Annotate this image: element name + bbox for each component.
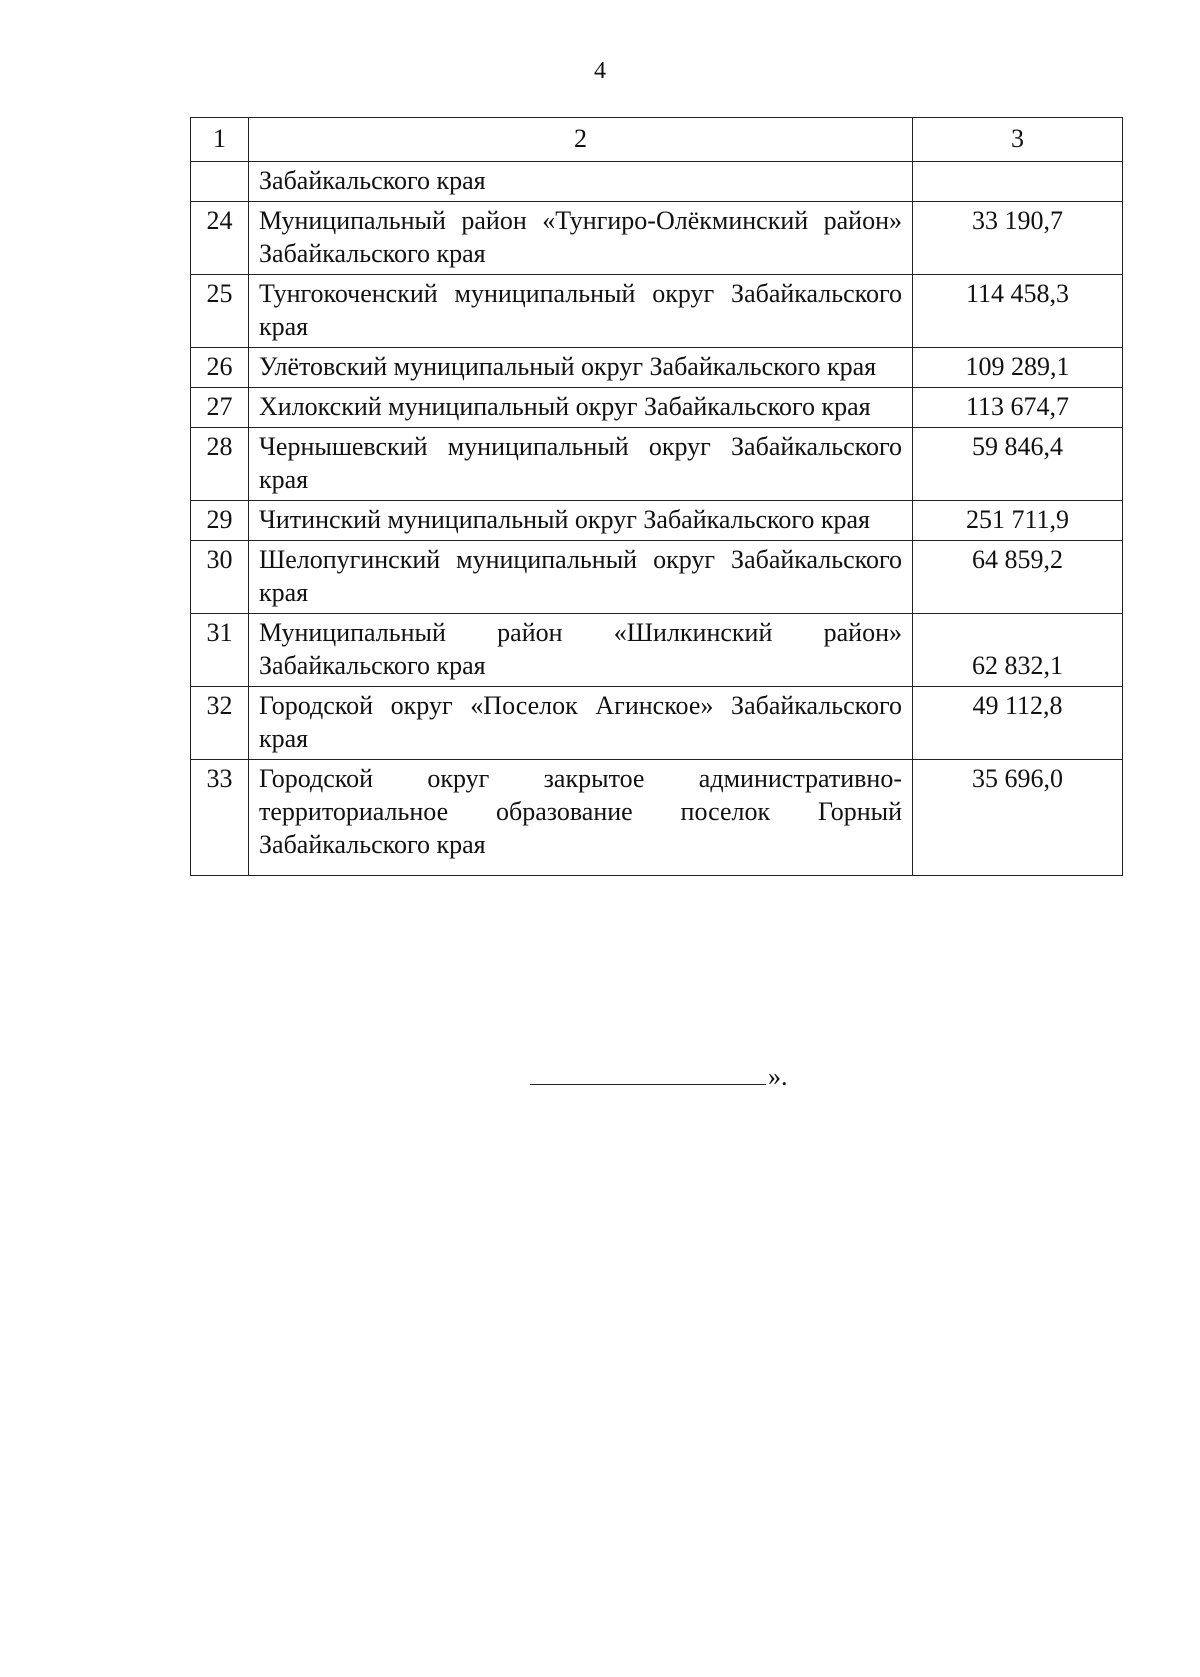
- row-value: 64 859,2: [913, 541, 1123, 614]
- row-value: 59 846,4: [913, 428, 1123, 501]
- column-header-1: 1: [191, 118, 249, 162]
- row-name: Шелопугинский муниципальный округ Забайкальского края: [249, 541, 913, 614]
- row-number: 25: [191, 275, 249, 348]
- table-row: [191, 275, 1123, 348]
- table-row: [191, 501, 1123, 541]
- closing-rule: [530, 1062, 766, 1085]
- table-row-continuation: [191, 162, 1123, 202]
- row-name: Чернышевский муниципальный округ Забайкальского края: [249, 428, 913, 501]
- row-number: 29: [191, 501, 249, 541]
- row-name: Улётовский муниципальный округ Забайкальского края: [249, 348, 913, 388]
- row-name: Тунгокоченский муниципальный округ Забайкальского края: [249, 275, 913, 348]
- column-header-3: 3: [913, 118, 1123, 162]
- table-row: [191, 614, 1123, 687]
- table-row: [191, 202, 1123, 275]
- row-number: 27: [191, 388, 249, 428]
- row-value: 251 711,9: [913, 501, 1123, 541]
- table-row: [191, 388, 1123, 428]
- row-value: 62 832,1: [913, 614, 1123, 687]
- row-number: 28: [191, 428, 249, 501]
- row-name: Читинский муниципальный округ Забайкальского края: [249, 501, 913, 541]
- row-value: 33 190,7: [913, 202, 1123, 275]
- row-number: [191, 162, 249, 202]
- closing-mark: [530, 1062, 788, 1092]
- row-name: Муниципальный район «Шилкинский район» Забайкальского края: [249, 614, 913, 687]
- table-row: [191, 428, 1123, 501]
- row-value: 49 112,8: [913, 687, 1123, 760]
- row-name: Хилокский муниципальный округ Забайкальского края: [249, 388, 913, 428]
- row-value: 114 458,3: [913, 275, 1123, 348]
- row-number: 24: [191, 202, 249, 275]
- row-value: 113 674,7: [913, 388, 1123, 428]
- row-value: 35 696,0: [913, 760, 1123, 876]
- row-number: 26: [191, 348, 249, 388]
- table-row: [191, 760, 1123, 876]
- table-row: [191, 687, 1123, 760]
- row-value: [913, 162, 1123, 202]
- row-value: 109 289,1: [913, 348, 1123, 388]
- row-number: 33: [191, 760, 249, 876]
- row-name: Муниципальный район «Тунгиро-Олёкминский район» Забайкальского края: [249, 202, 913, 275]
- column-header-2: 2: [249, 118, 913, 162]
- row-number: 32: [191, 687, 249, 760]
- closing-quote: ».: [768, 1062, 788, 1091]
- row-name: Городской округ «Поселок Агинское» Забайкальского края: [249, 687, 913, 760]
- row-name: Городской округ закрытое административно-территориальное образование поселок Горный Забайкальского края: [249, 760, 913, 876]
- table-row: [191, 348, 1123, 388]
- table-row: [191, 541, 1123, 614]
- table-header-row: [191, 118, 1123, 162]
- row-number: 31: [191, 614, 249, 687]
- row-number: 30: [191, 541, 249, 614]
- page-number: 4: [594, 58, 606, 84]
- row-name: Забайкальского края: [249, 162, 913, 202]
- allocation-table: [190, 117, 1123, 876]
